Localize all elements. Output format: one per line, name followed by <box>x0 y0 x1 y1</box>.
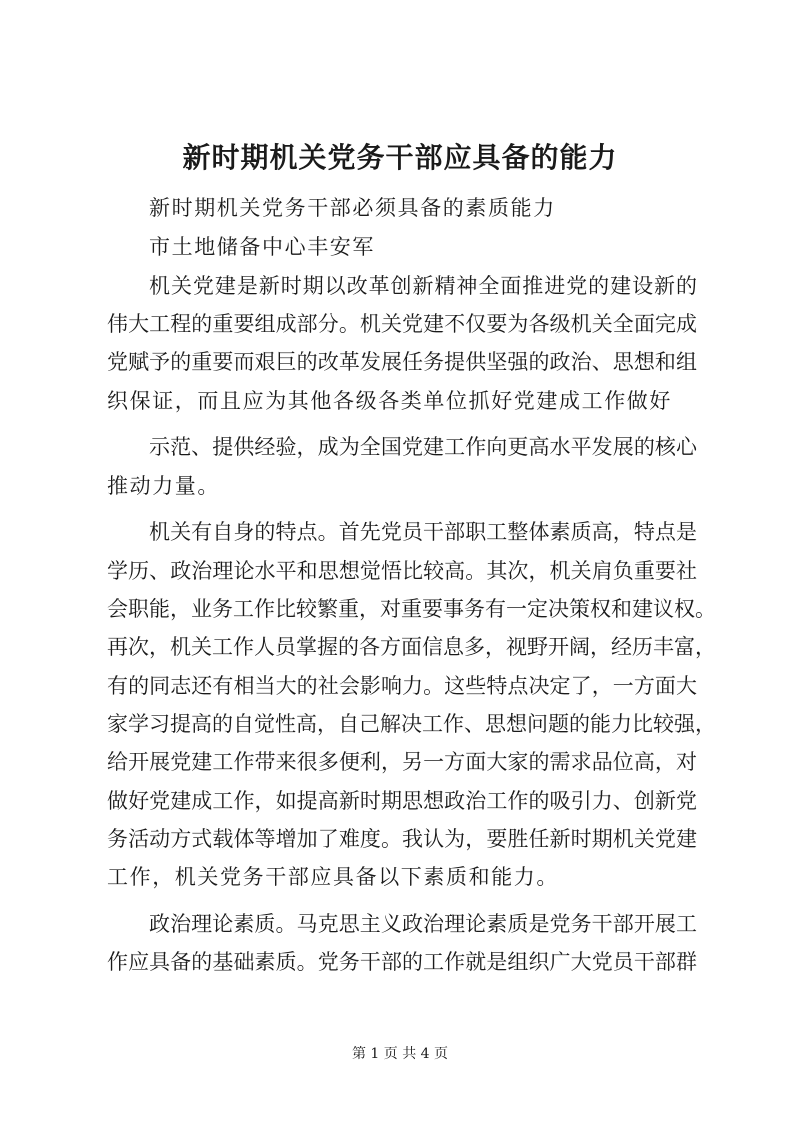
document-author: 市土地储备中心丰安军 <box>149 235 375 259</box>
paragraph-line: 家学习提高的自觉性高，自己解决工作、思想问题的能力比较强， <box>107 712 716 736</box>
page-number-footer: 第 1 页 共 4 页 <box>351 1046 449 1062</box>
paragraph-line: 有的同志还有相当大的社会影响力。这些特点决定了，一方面大 <box>107 674 697 698</box>
paragraph-line: 织保证，而且应为其他各级各类单位抓好党建成工作做好 <box>107 389 672 413</box>
document-subtitle: 新时期机关党务干部必须具备的素质能力 <box>149 196 556 220</box>
paragraph-line: 政治理论素质。马克思主义政治理论素质是党务干部开展工 <box>149 912 697 936</box>
paragraph-line: 机关党建是新时期以改革创新精神全面推进党的建设新的 <box>149 274 697 298</box>
paragraph-line: 务活动方式载体等增加了难度。我认为，要胜任新时期机关党建 <box>107 827 697 851</box>
paragraph-line: 示范、提供经验，成为全国党建工作向更高水平发展的核心 <box>149 435 697 459</box>
paragraph-line: 工作，机关党务干部应具备以下素质和能力。 <box>107 865 559 889</box>
paragraph-line: 推动力量。 <box>107 474 220 498</box>
paragraph-line: 学历、政治理论水平和思想觉悟比较高。其次，机关肩负重要社 <box>107 559 697 583</box>
paragraph-line: 做好党建成工作，如提高新时期思想政治工作的吸引力、创新党 <box>107 789 697 813</box>
paragraph-line: 作应具备的基础素质。党务干部的工作就是组织广大党员干部群 <box>107 950 697 974</box>
document-title: 新时期机关党务干部应具备的能力 <box>182 141 618 174</box>
paragraph-line: 会职能，业务工作比较繁重，对重要事务有一定决策权和建议权。 <box>107 597 716 621</box>
paragraph-line: 再次，机关工作人员掌握的各方面信息多，视野开阔，经历丰富， <box>107 635 716 659</box>
paragraph-line: 伟大工程的重要组成部分。机关党建不仅要为各级机关全面完成 <box>107 312 697 336</box>
paragraph-line: 机关有自身的特点。首先党员干部职工整体素质高，特点是 <box>149 520 697 544</box>
paragraph-line: 给开展党建工作带来很多便利，另一方面大家的需求品位高，对 <box>107 750 697 774</box>
paragraph-line: 党赋予的重要而艰巨的改革发展任务提供坚强的政治、思想和组 <box>107 350 697 374</box>
